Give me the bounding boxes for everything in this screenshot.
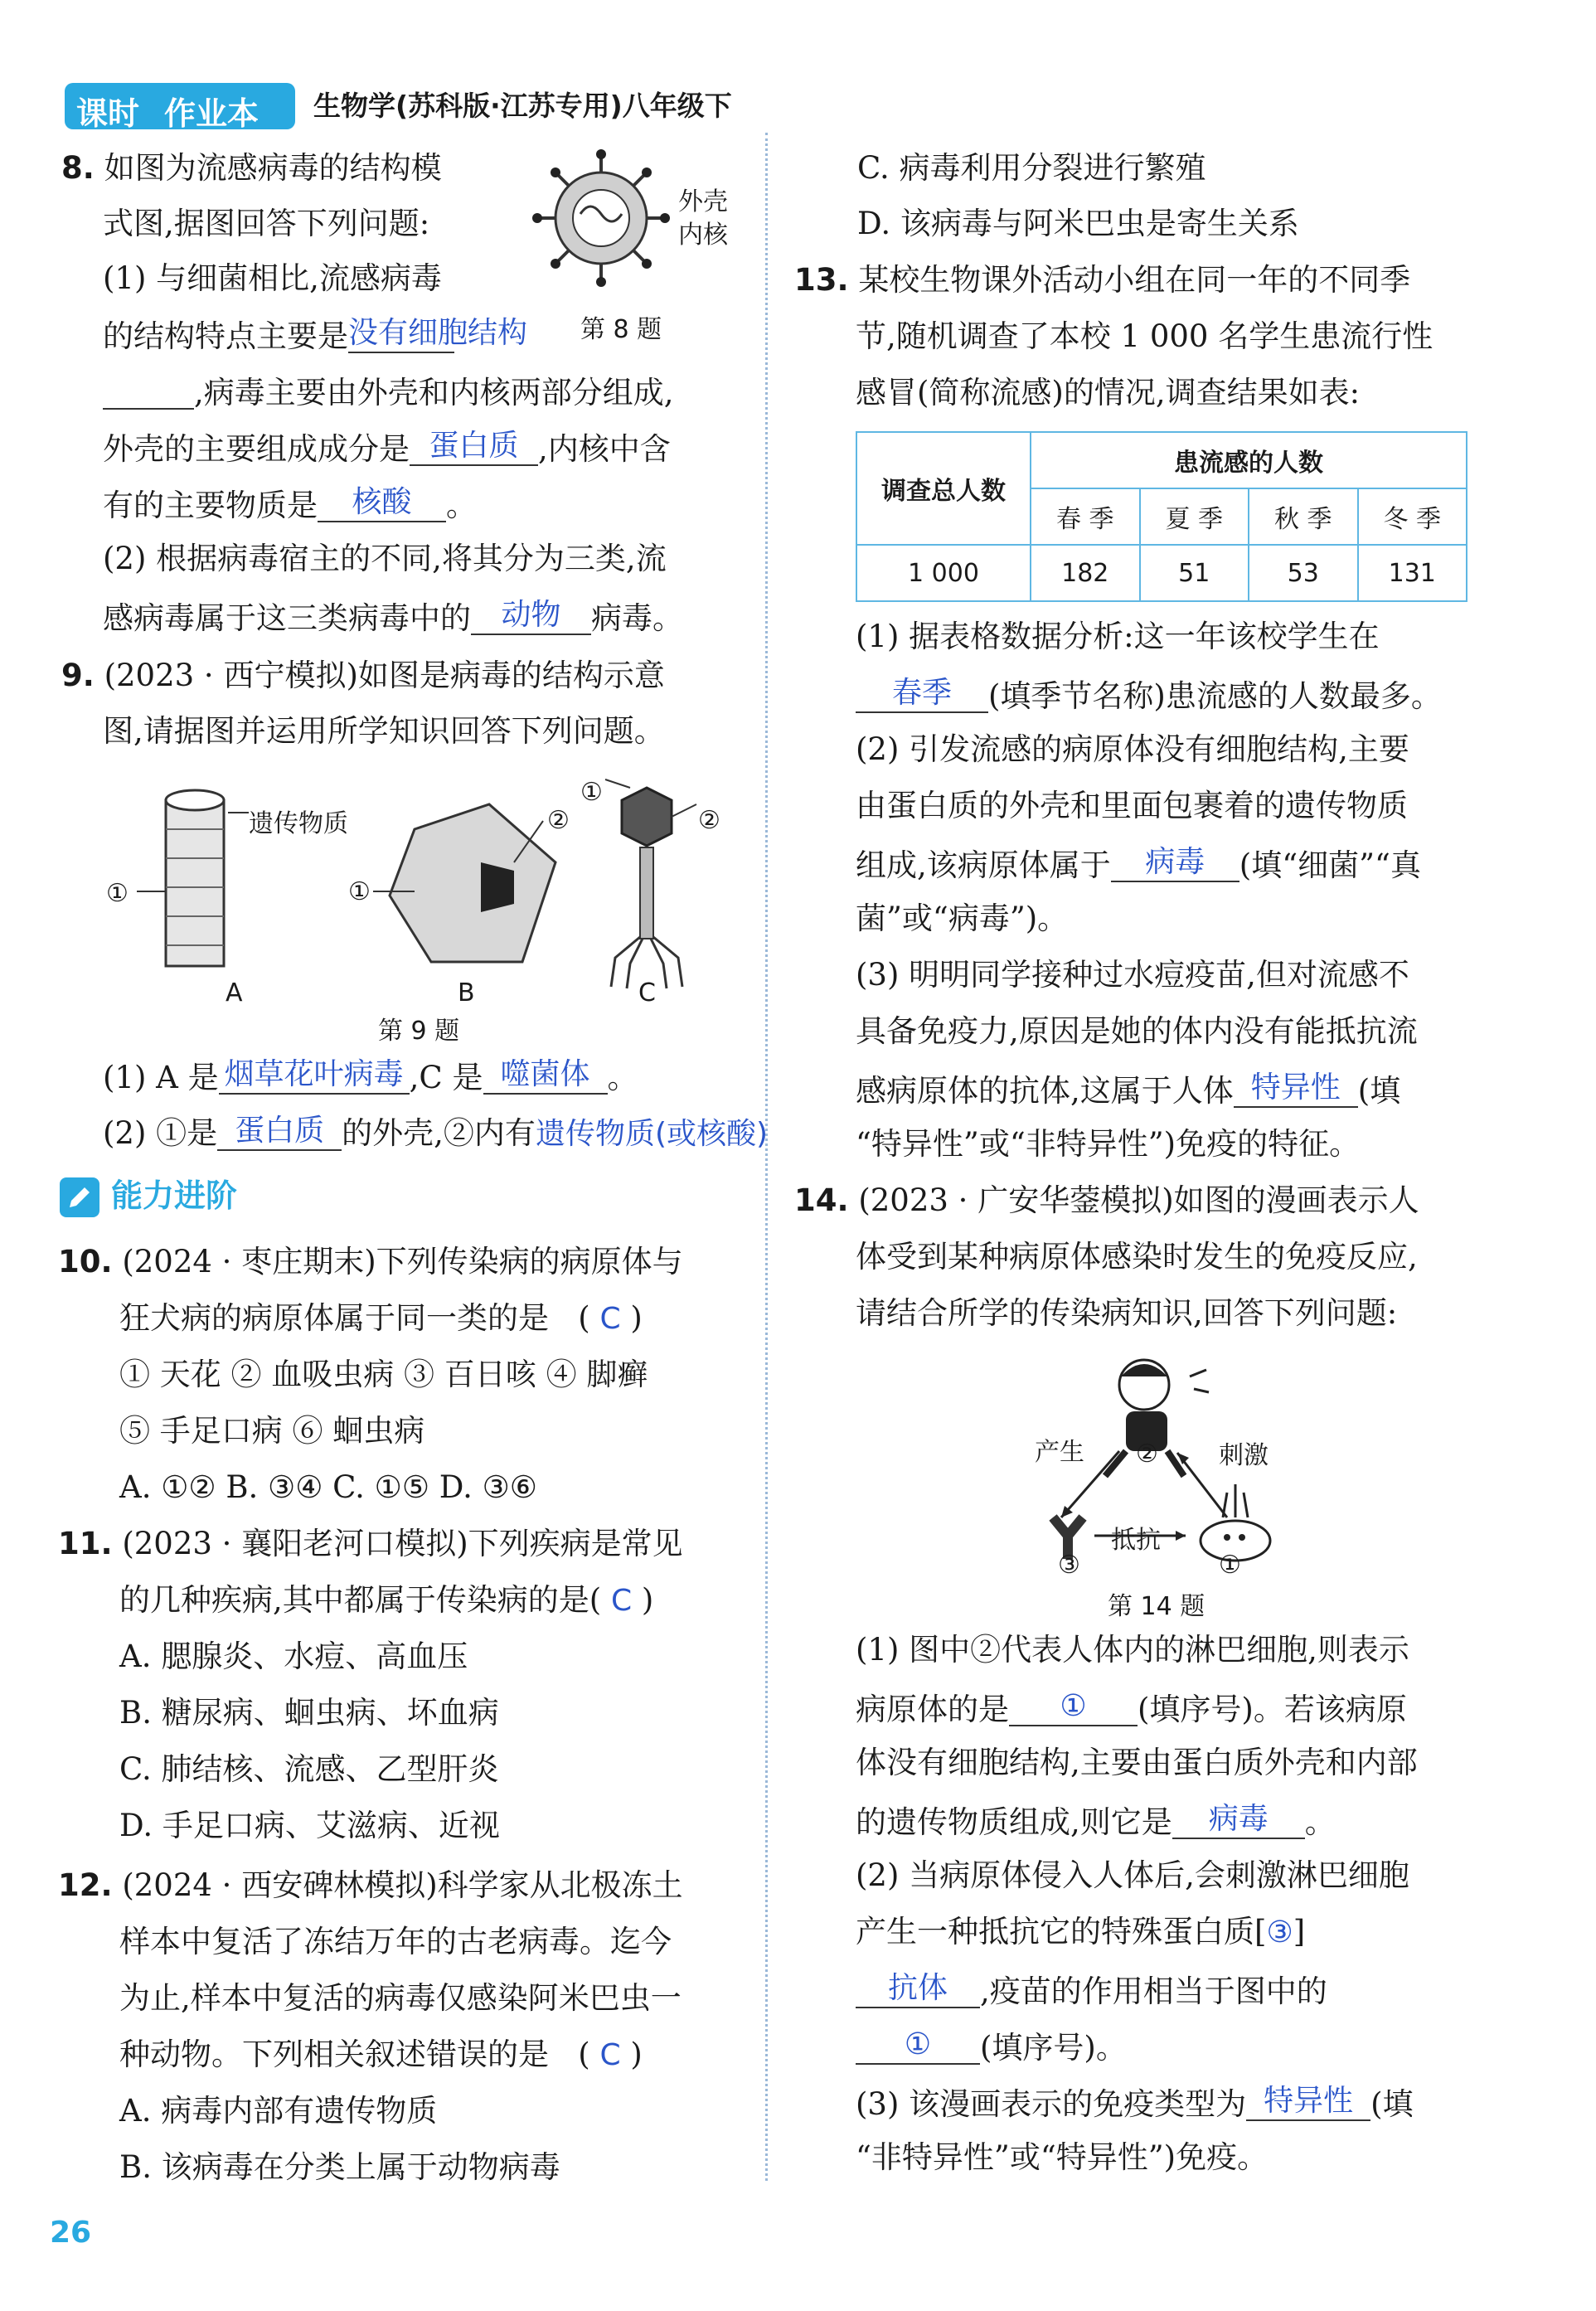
q12-option-c: C. 病毒利用分裂进行繁殖 <box>857 150 1206 186</box>
label-c-marker2: ② <box>698 806 720 835</box>
q8-line7: 有的主要物质是 核酸 。 <box>103 485 477 523</box>
logo-part-a: 课时 <box>76 95 140 132</box>
q13-part3-line2: 具备免疫力,原因是她的体内没有能抵抗流 <box>856 1013 1418 1049</box>
q10-options: A. ①② B. ③④ C. ①⑤ D. ③⑥ <box>119 1469 537 1505</box>
q12-line2: 样本中复活了冻结万年的古老病毒。迄今 <box>119 1924 672 1959</box>
q9-part2: (2) ①是 蛋白质 的外壳,②内有遗传物质(或核酸) <box>103 1114 769 1151</box>
q13-part1: (1) 据表格数据分析:这一年该校学生在 <box>856 619 1380 654</box>
section-title: 能力进阶 <box>111 1177 238 1214</box>
label-genetic-material: 遗传物质 <box>249 809 348 838</box>
flu-survey-table <box>856 431 1467 602</box>
label-produce: 产生 <box>1035 1438 1084 1467</box>
q9-answer4: 遗传物质(或核酸) <box>535 1117 769 1151</box>
q13-part3: (3) 明明同学接种过水痘疫苗,但对流感不 <box>856 957 1409 993</box>
q14-figure-caption: 第 14 题 <box>1108 1592 1205 1621</box>
q14-answer6: 特异性 <box>1246 2085 1370 2121</box>
q13-part1-cont: 春季 (填季节名称)患流感的人数最多。 <box>856 677 1442 713</box>
q14-line3: 请结合所学的传染病知识,回答下列问题: <box>856 1295 1398 1331</box>
q13-answer2: 病毒 <box>1111 846 1239 882</box>
label-C: C <box>638 978 656 1007</box>
q8-figure-caption: 第 8 题 <box>580 315 662 344</box>
label-B: B <box>458 978 475 1007</box>
label-marker2: ② <box>1136 1440 1158 1469</box>
q9-figure-caption: 第 9 题 <box>378 1017 460 1046</box>
q11-line1: 11. (2023 · 襄阳老河口模拟)下列疾病是常见 <box>58 1526 683 1561</box>
q8-line3: (1) 与细菌相比,流感病毒 <box>103 260 442 296</box>
q9-part1: (1) A 是 烟草花叶病毒 ,C 是 噬菌体 。 <box>103 1057 638 1095</box>
q11-line2: 的几种疾病,其中都属于传染病的是( C ) <box>119 1582 654 1618</box>
q12-option-d: D. 该病毒与阿米巴虫是寄生关系 <box>857 206 1299 241</box>
book-title: 生物学(苏科版·江苏专用)八年级下 <box>313 90 732 122</box>
table-cell-autumn: 53 <box>1249 545 1358 601</box>
q11-option-d: D. 手足口病、艾滋病、近视 <box>119 1808 500 1843</box>
label-inner-core: 内核 <box>678 221 728 250</box>
q8-answer4: 动物 <box>471 599 591 635</box>
label-marker1: ① <box>1219 1551 1241 1580</box>
q14-line2: 体受到某种病原体感染时发生的免疫反应, <box>856 1239 1418 1274</box>
label-outer-shell: 外壳 <box>678 187 728 216</box>
q13-answer3: 特异性 <box>1234 1071 1358 1108</box>
table-cell-summer: 51 <box>1140 545 1249 601</box>
label-b-marker1: ① <box>348 877 371 906</box>
q14-answer5: ① <box>856 2028 980 2065</box>
q14-answer1: ① <box>1009 1690 1138 1726</box>
virus-structures-figure <box>99 771 713 1003</box>
q8-answer1: 没有细胞结构 <box>348 317 454 353</box>
q11-option-c: C. 肺结核、流感、乙型肝炎 <box>119 1751 499 1787</box>
q9-line2: 图,请据图并运用所学知识回答下列问题。 <box>103 713 665 749</box>
q13-part2-line3: 组成,该病原体属于 病毒 (填“细菌”“真 <box>856 845 1421 883</box>
q13-answer1: 春季 <box>856 677 988 713</box>
q8-line1: 8. 如图为流感病毒的结构模 <box>61 150 442 186</box>
q10-line2: 狂犬病的病原体属于同一类的是 ( C ) <box>119 1300 643 1336</box>
q13-part2-line2: 由蛋白质的外壳和里面包裹着的遗传物质 <box>856 788 1408 823</box>
label-a-marker1: ① <box>106 879 129 908</box>
label-stimulate: 刺激 <box>1219 1441 1269 1470</box>
q8-answer3: 核酸 <box>318 486 446 522</box>
table-cell-total: 1 000 <box>856 545 1031 601</box>
q8-line2: 式图,据图回答下列问题: <box>103 206 430 241</box>
q12-option-a: A. 病毒内部有遗传物质 <box>119 2093 438 2129</box>
q14-part1-line4: 的遗传物质组成,则它是 病毒 。 <box>856 1802 1336 1840</box>
table-season-winter: 冬 季 <box>1358 488 1467 545</box>
q13-line3: 感冒(简称流感)的情况,调查结果如表: <box>856 375 1361 410</box>
q14-answer3: ③ <box>1266 1915 1293 1949</box>
q14-part2-line3: 抗体 ,疫苗的作用相当于图中的 <box>856 1972 1327 2008</box>
q13-line2: 节,随机调查了本校 1 000 名学生患流行性 <box>856 318 1433 354</box>
q11-option-b: B. 糖尿病、蛔虫病、坏血病 <box>119 1695 499 1731</box>
q13-line1: 13. 某校生物课外活动小组在同一年的不同季 <box>794 262 1411 298</box>
q10-items2: ⑤ 手足口病 ⑥ 蛔虫病 <box>119 1413 425 1449</box>
q14-part3-line2: “非特异性”或“特异性”)免疫。 <box>856 2139 1269 2175</box>
q8-line4: 的结构特点主要是没有细胞结构 <box>103 316 528 354</box>
table-cell-spring: 182 <box>1031 545 1140 601</box>
label-resist: 抵抗 <box>1111 1526 1161 1555</box>
q14-part2: (2) 当病原体侵入人体后,会刺激淋巴细胞 <box>856 1857 1409 1893</box>
label-c-marker1: ① <box>580 778 603 807</box>
page-number: 26 <box>50 2216 92 2250</box>
table-season-spring: 春 季 <box>1031 488 1140 545</box>
q13-part3-line3: 感病原体的抗体,这属于人体 特异性 (填 <box>856 1071 1401 1109</box>
q8-line6: 外壳的主要组成成分是 蛋白质 ,内核中含 <box>103 429 671 467</box>
q8-answer2: 蛋白质 <box>410 430 538 466</box>
label-b-marker2: ② <box>547 806 570 835</box>
q14-part2-line4: ① (填序号)。 <box>856 2028 1127 2065</box>
q9-answer1: 烟草花叶病毒 <box>219 1058 410 1095</box>
q10-answer: C <box>599 1302 621 1336</box>
label-marker3: ③ <box>1058 1551 1080 1580</box>
q10-items1: ① 天花 ② 血吸虫病 ③ 百日咳 ④ 脚癣 <box>119 1357 648 1392</box>
q8-line5: ,病毒主要由外壳和内核两部分组成, <box>103 373 674 410</box>
q14-answer4: 抗体 <box>856 1972 980 2008</box>
q14-part1: (1) 图中②代表人体内的淋巴细胞,则表示 <box>856 1632 1409 1668</box>
q14-part1-line2: 病原体的是 ① (填序号)。若该病原 <box>856 1689 1407 1727</box>
column-divider <box>765 133 768 2181</box>
label-A: A <box>226 978 243 1007</box>
q13-part2: (2) 引发流感的病原体没有细胞结构,主要 <box>856 731 1409 767</box>
q13-part2-line4: 菌”或“病毒”)。 <box>856 901 1069 936</box>
q9-answer3: 蛋白质 <box>217 1114 342 1151</box>
q12-line3: 为止,样本中复活的病毒仅感染阿米巴虫一 <box>119 1980 682 2016</box>
table-header-total: 调查总人数 <box>856 432 1031 545</box>
influenza-virus-figure <box>531 148 672 297</box>
logo-part-b: 作业本 <box>164 95 260 132</box>
q14-line1: 14. (2023 · 广安华蓥模拟)如图的漫画表示人 <box>794 1182 1419 1218</box>
q9-answer2: 噬菌体 <box>483 1058 608 1095</box>
q10-line1: 10. (2024 · 枣庄期末)下列传染病的病原体与 <box>58 1244 683 1279</box>
q9-line1: 9. (2023 · 西宁模拟)如图是病毒的结构示意 <box>61 658 665 693</box>
q14-answer2: 病毒 <box>1172 1803 1305 1839</box>
q12-line4: 种动物。下列相关叙述错误的是 ( C ) <box>119 2037 643 2072</box>
brand-logo <box>65 83 295 132</box>
table-season-autumn: 秋 季 <box>1249 488 1358 545</box>
q14-part2-line2: 产生一种抵抗它的特殊蛋白质[③] <box>856 1914 1306 1949</box>
q14-part3: (3) 该漫画表示的免疫类型为 特异性 (填 <box>856 2084 1414 2122</box>
q11-option-a: A. 腮腺炎、水痘、高血压 <box>119 1639 468 1674</box>
q13-part3-line4: “特异性”或“非特异性”)免疫的特征。 <box>856 1126 1361 1162</box>
q11-answer: C <box>610 1584 633 1618</box>
table-header-flu: 患流感的人数 <box>1031 432 1467 488</box>
q14-part1-line3: 体没有细胞结构,主要由蛋白质外壳和内部 <box>856 1745 1418 1780</box>
table-season-summer: 夏 季 <box>1140 488 1249 545</box>
q12-option-b: B. 该病毒在分类上属于动物病毒 <box>119 2149 560 2185</box>
table-cell-winter: 131 <box>1358 545 1467 601</box>
q12-answer: C <box>599 2038 621 2072</box>
q12-line1: 12. (2024 · 西安碑林模拟)科学家从北极冻土 <box>58 1867 683 1903</box>
q8-line8: (2) 根据病毒宿主的不同,将其分为三类,流 <box>103 541 667 576</box>
q8-line9: 感病毒属于这三类病毒中的 动物 病毒。 <box>103 598 683 636</box>
pencil-icon <box>60 1177 99 1217</box>
